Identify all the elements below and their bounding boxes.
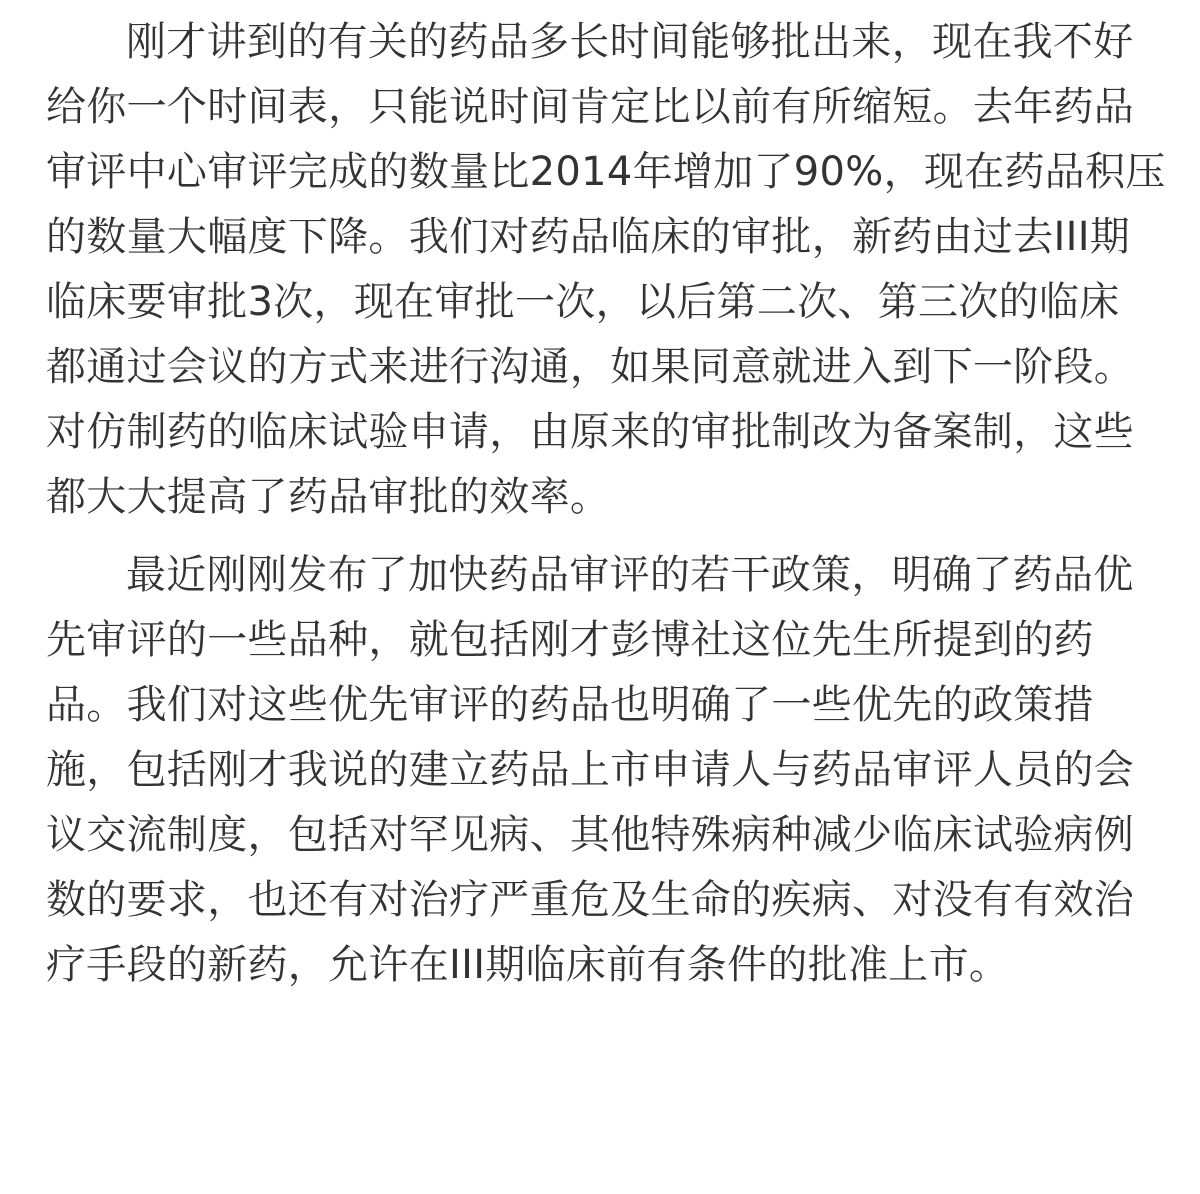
paragraph-1 [46, 10, 1166, 530]
paragraph-line: 最近刚刚发布了加快药品审评的若干政策，明确了药品优 [126, 552, 1134, 598]
paragraph-2 [46, 543, 1156, 998]
paragraph-line: 的数量大幅度下降。我们对药品临床的审批，新药由过去III期 [46, 214, 1131, 260]
paragraph-line: 临床要审批3次，现在审批一次，以后第二次、第三次的临床 [46, 279, 1120, 325]
paragraph-line: 审评中心审评完成的数量比2014年增加了90%，现在药品积压 [46, 149, 1166, 195]
paragraph-line: 数的要求，也还有对治疗严重危及生命的疾病、对没有有效治 [46, 877, 1135, 923]
paragraph-line: 疗手段的新药，允许在III期临床前有条件的批准上市。 [46, 942, 1010, 988]
paragraph-line: 刚才讲到的有关的药品多长时间能够批出来，现在我不好 [126, 19, 1134, 65]
paragraph-line: 都通过会议的方式来进行沟通，如果同意就进入到下一阶段。 [46, 344, 1135, 390]
paragraph-line: 都大大提高了药品审批的效率。 [46, 474, 611, 520]
paragraph-line: 品。我们对这些优先审评的药品也明确了一些优先的政策措 [46, 682, 1094, 728]
article-body [46, 0, 1166, 988]
paragraph-line: 议交流制度，包括对罕见病、其他特殊病种减少临床试验病例 [46, 812, 1135, 858]
paragraph-line: 给你一个时间表，只能说时间肯定比以前有所缩短。去年药品 [46, 84, 1135, 130]
paragraph-line: 先审评的一些品种，就包括刚才彭博社这位先生所提到的药 [46, 617, 1094, 663]
paragraph-line: 对仿制药的临床试验申请，由原来的审批制改为备案制，这些 [46, 409, 1135, 455]
paragraph-line: 施，包括刚才我说的建立药品上市申请人与药品审评人员的会 [46, 747, 1135, 793]
